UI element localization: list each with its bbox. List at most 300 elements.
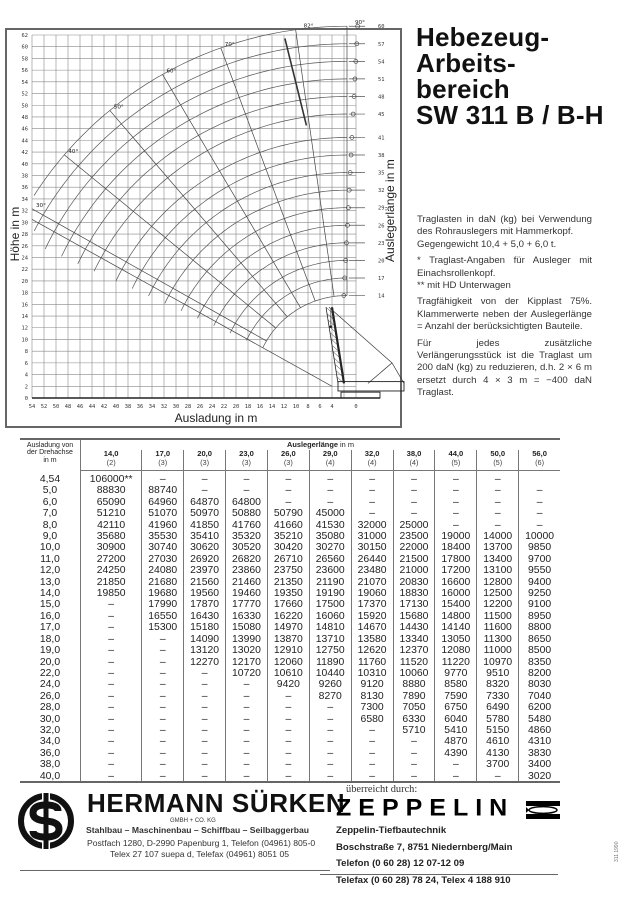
load-cell: 16060	[309, 611, 351, 622]
load-cell: –	[81, 725, 142, 736]
y-tick-label: 4	[24, 372, 28, 379]
load-cell: –	[226, 702, 268, 713]
boom-length-label: 60	[378, 24, 385, 31]
load-cell: 11520	[393, 657, 435, 668]
load-cell: –	[519, 497, 560, 508]
x-tick-label: 18	[244, 404, 252, 410]
y-tick-label: 38	[21, 173, 28, 180]
x-tick-label: 36	[136, 404, 144, 410]
load-cell: 13700	[477, 542, 519, 553]
load-cell: 21070	[351, 577, 393, 588]
load-cell: –	[81, 691, 142, 702]
radius-cell: 4,54	[39, 473, 61, 485]
boom-length-value: 14,0	[103, 449, 119, 458]
x-tick-label: 40	[112, 404, 120, 410]
x-tick-label: 38	[124, 404, 132, 410]
table-row	[20, 542, 560, 553]
load-cell: 8030	[519, 679, 560, 690]
load-cell: 14090	[184, 634, 226, 645]
table-row	[20, 645, 560, 656]
load-cell: –	[477, 508, 519, 519]
boom-length-label: 57	[378, 41, 385, 48]
load-cell: –	[81, 657, 142, 668]
load-cell: 4870	[435, 736, 477, 747]
load-cell: 12910	[267, 645, 309, 656]
boom-length-header	[309, 450, 351, 471]
boom-length-label: 26	[378, 223, 385, 230]
dealer-name: Zeppelin-Tiefbautechnik	[336, 825, 447, 836]
radius-column-header	[20, 440, 81, 471]
load-cell: –	[226, 725, 268, 736]
load-cell: 27030	[142, 554, 184, 565]
title-line-2: Arbeits-	[416, 48, 516, 78]
load-cell: 3830	[519, 748, 560, 759]
boom-part-count: (3)	[200, 458, 210, 467]
load-cell: 17660	[267, 599, 309, 610]
load-cell: –	[184, 736, 226, 747]
load-cell: –	[519, 508, 560, 519]
load-cell: 19190	[309, 588, 351, 599]
load-cell: –	[477, 520, 519, 531]
boom-part-count: (6)	[535, 458, 545, 467]
x-tick-label: 0	[354, 404, 358, 410]
table-row	[20, 759, 560, 770]
manufacturer-address: Postfach 1280, D-2990 Papenburg 1, Telefon (04961) 805-0	[87, 838, 316, 848]
load-cell: –	[81, 714, 142, 725]
load-cell: 4390	[435, 748, 477, 759]
load-cell: –	[184, 471, 226, 486]
load-cell: 5780	[477, 714, 519, 725]
load-cell: 7590	[435, 691, 477, 702]
table-row	[20, 565, 560, 576]
load-cell: 41760	[226, 520, 268, 531]
load-cell: –	[393, 771, 435, 782]
crane-hook	[330, 325, 333, 328]
load-cell: 15680	[393, 611, 435, 622]
boom-part-count: (2)	[106, 458, 116, 467]
load-cell: –	[309, 497, 351, 508]
radius-header-line: der Drehachse	[27, 449, 73, 457]
load-cell: 9260	[309, 679, 351, 690]
table-row	[20, 702, 560, 713]
load-cell: 10310	[351, 668, 393, 679]
boom-length-header	[435, 450, 477, 471]
load-cell: 10440	[309, 668, 351, 679]
load-cell: 30270	[309, 542, 351, 553]
load-cell: 7890	[393, 691, 435, 702]
boom-length-value: 56,0	[532, 449, 547, 458]
load-cell: 5410	[435, 725, 477, 736]
load-cell: 11220	[435, 657, 477, 668]
radius-cell: 26,0	[39, 690, 61, 702]
load-cell: 6580	[351, 714, 393, 725]
load-cell: 13990	[226, 634, 268, 645]
load-cell: –	[81, 679, 142, 690]
table-row	[20, 748, 560, 759]
load-cell: 14970	[267, 622, 309, 633]
x-tick-label: 4	[330, 404, 334, 410]
load-cell: –	[393, 736, 435, 747]
load-cell: 6330	[393, 714, 435, 725]
document-code: 311 1990	[614, 841, 620, 862]
load-cell: –	[309, 748, 351, 759]
dealer-fax: Telefax (0 60 28) 78 24, Telex 4 188 910	[336, 874, 511, 886]
load-cell: 41660	[267, 520, 309, 531]
load-cell: 32000	[351, 520, 393, 531]
load-cell: 17370	[351, 599, 393, 610]
document-title	[416, 24, 604, 128]
x-tick-label: 34	[148, 404, 156, 410]
boom-length-header	[184, 450, 226, 471]
note-single-sheave	[417, 255, 592, 292]
boom-length-label: 54	[378, 59, 385, 66]
load-cell: 50880	[226, 508, 268, 519]
load-cell: –	[267, 485, 309, 496]
dealer-phone: Telefon (0 60 28) 12 07-12 09	[336, 858, 465, 870]
load-cell: 21190	[309, 577, 351, 588]
load-cell: 16000	[435, 588, 477, 599]
load-cell: 14670	[351, 622, 393, 633]
load-cell: 8320	[477, 679, 519, 690]
load-cell: 19680	[142, 588, 184, 599]
load-cell: 4860	[519, 725, 560, 736]
load-cell: –	[309, 702, 351, 713]
load-cell: 30150	[351, 542, 393, 553]
boom-part-count: (4)	[409, 458, 419, 467]
load-cell: 4130	[477, 748, 519, 759]
radius-cell: 36,0	[39, 747, 61, 759]
boom-part-count: (3)	[158, 458, 168, 467]
load-cell: –	[435, 520, 477, 531]
table-row	[20, 657, 560, 668]
load-cell: –	[81, 736, 142, 747]
radius-cell: 30,0	[39, 713, 61, 725]
load-cell: 10000	[519, 531, 560, 542]
load-cell: –	[351, 771, 393, 782]
load-cell: 22000	[393, 542, 435, 553]
boom-part-count: (4)	[367, 458, 377, 467]
load-cell: –	[267, 691, 309, 702]
load-cell: –	[81, 645, 142, 656]
boom-length-label: 14	[378, 293, 385, 300]
load-cell: –	[435, 759, 477, 770]
boom-length-arc	[34, 23, 347, 195]
y-tick-label: 32	[21, 208, 28, 215]
load-cell: –	[226, 736, 268, 747]
note-extension-reduction: Für jedes zusätzliche Verlängerungsstück ist die Traglast um 200 daN (kg) zu reduzieren, d.h. 2 × 6 m ersetzt durch 4 × 3 m = −400 daN Traglast.	[417, 337, 592, 399]
boom-length-value: 50,0	[490, 449, 506, 458]
boom-length-label: 29	[378, 205, 385, 212]
radius-cell: 9,0	[42, 531, 58, 543]
boom-angle-ray	[221, 48, 315, 301]
x-tick-label: 6	[318, 404, 322, 410]
boom-length-value: 32,0	[364, 449, 380, 458]
x-tick-label: 16	[256, 404, 264, 410]
load-cell: –	[435, 485, 477, 496]
load-cell: 12500	[477, 588, 519, 599]
load-cell: –	[267, 471, 309, 486]
load-cell: 23480	[351, 565, 393, 576]
radius-cell: 7,0	[42, 508, 58, 520]
load-cell: –	[142, 714, 184, 725]
load-cell: –	[142, 771, 184, 782]
load-cell: –	[142, 679, 184, 690]
x-tick-label: 50	[52, 404, 60, 410]
load-cell: 26820	[226, 554, 268, 565]
load-cell: 30900	[81, 542, 142, 553]
load-cell: 14810	[309, 622, 351, 633]
boom-length-value: 44,0	[448, 449, 464, 458]
load-cell: 4310	[519, 736, 560, 747]
boom-part-count: (3)	[241, 458, 251, 467]
radius-cell: 24,0	[39, 679, 61, 691]
load-cell: 9510	[477, 668, 519, 679]
load-cell: 30520	[226, 542, 268, 553]
load-cell: 12200	[477, 599, 519, 610]
load-cell: 21680	[142, 577, 184, 588]
radius-cell: 11,0	[40, 553, 60, 565]
load-cell: 7330	[477, 691, 519, 702]
load-cell: –	[184, 679, 226, 690]
load-cell: –	[351, 508, 393, 519]
y-tick-label: 34	[21, 196, 28, 203]
boom-angle-label: 50°	[113, 104, 124, 111]
boom-length-arc	[165, 190, 347, 303]
load-cell: –	[351, 736, 393, 747]
load-cell	[519, 471, 560, 486]
load-cell: 13400	[477, 554, 519, 565]
load-cell: –	[226, 679, 268, 690]
table-row	[20, 531, 560, 542]
load-cell: 10720	[226, 668, 268, 679]
boom-length-header-row	[20, 450, 560, 471]
load-cell: 51070	[142, 508, 184, 519]
load-cell: 12170	[226, 657, 268, 668]
load-cell: 14000	[477, 531, 519, 542]
load-cell: 25000	[393, 520, 435, 531]
load-cell: –	[351, 497, 393, 508]
y-tick-label: 6	[24, 360, 28, 367]
y-tick-label: 30	[21, 220, 28, 227]
load-cell: 23970	[184, 565, 226, 576]
load-cell: 9770	[435, 668, 477, 679]
boom-length-label: 17	[378, 275, 385, 282]
note-text: Traglasten in daN (kg) bei Verwendung des Rohrauslegers mit Hammerkopf.	[417, 214, 592, 238]
load-cell: 13050	[435, 634, 477, 645]
footer-rule	[20, 870, 330, 871]
manufacturer-telex: Telex 27 107 suepa d, Telefax (04961) 8051 05	[110, 849, 290, 859]
load-cell: 15180	[184, 622, 226, 633]
boom-length-header	[519, 450, 560, 471]
load-cell: 65090	[81, 497, 142, 508]
working-range-chart	[5, 20, 402, 428]
load-cell: –	[267, 702, 309, 713]
load-cell: –	[226, 714, 268, 725]
notes	[417, 214, 592, 404]
y-tick-label: 36	[21, 185, 28, 192]
boom-angle-label: 40°	[68, 148, 79, 155]
load-cell: 27200	[81, 554, 142, 565]
y-tick-label: 8	[24, 349, 28, 356]
y-tick-label: 2	[24, 384, 28, 391]
load-cell: 13100	[477, 565, 519, 576]
load-cell: 9850	[519, 542, 560, 553]
load-cell: –	[267, 714, 309, 725]
load-cell: –	[184, 485, 226, 496]
load-cell: –	[184, 702, 226, 713]
load-cell: –	[184, 725, 226, 736]
load-cell: 30740	[142, 542, 184, 553]
load-cell: 9100	[519, 599, 560, 610]
x-tick-label: 48	[64, 404, 72, 410]
load-cell: 7300	[351, 702, 393, 713]
load-cell: –	[81, 668, 142, 679]
load-cell: 8800	[519, 622, 560, 633]
y-tick-label: 0	[24, 396, 28, 402]
radius-cell: 34,0	[39, 736, 61, 748]
load-cell: 10060	[393, 668, 435, 679]
load-cell: 15080	[226, 622, 268, 633]
load-cell: 23500	[393, 531, 435, 542]
load-cell: 18400	[435, 542, 477, 553]
load-cell: –	[435, 497, 477, 508]
load-cell: 9120	[351, 679, 393, 690]
table-row	[20, 520, 560, 531]
load-cell: 8500	[519, 645, 560, 656]
x-tick-label: 32	[160, 404, 168, 410]
title-line-1: Hebezeug-	[416, 22, 550, 52]
load-cell: 106000**	[81, 471, 142, 486]
load-cell: 19000	[435, 531, 477, 542]
load-cell: –	[267, 759, 309, 770]
y-tick-label: 62	[21, 33, 28, 39]
radius-cell: 15,0	[39, 599, 61, 611]
load-cell: –	[142, 691, 184, 702]
load-cell: 35680	[81, 531, 142, 542]
y-tick-label: 10	[21, 337, 28, 344]
group-header-unit: in m	[340, 440, 354, 449]
load-cell: –	[81, 611, 142, 622]
load-cell: –	[226, 691, 268, 702]
load-cell: 5710	[393, 725, 435, 736]
load-cell: –	[393, 748, 435, 759]
x-tick-label: 42	[100, 404, 108, 410]
boom-length-value: 17,0	[155, 449, 171, 458]
load-cell: 13340	[393, 634, 435, 645]
boom-length-label: 20	[378, 258, 385, 265]
radius-cell: 28,0	[39, 702, 61, 714]
load-cell: 23600	[309, 565, 351, 576]
load-cell: 19460	[226, 588, 268, 599]
y-tick-label: 50	[21, 103, 28, 110]
boom-length-label: 41	[378, 135, 385, 142]
load-cell: –	[142, 736, 184, 747]
load-cell: –	[309, 759, 351, 770]
load-cell: –	[81, 599, 142, 610]
load-cell: 17800	[435, 554, 477, 565]
boom-part-count: (4)	[325, 458, 335, 467]
load-cell: 15400	[435, 599, 477, 610]
table-row	[20, 554, 560, 565]
y-tick-label: 60	[21, 44, 28, 51]
y-tick-label: 40	[21, 161, 28, 168]
y-tick-label: 56	[21, 68, 28, 75]
load-cell: 41850	[184, 520, 226, 531]
load-cell: 8200	[519, 668, 560, 679]
radius-cell: 12,0	[39, 565, 61, 577]
load-table	[20, 440, 560, 782]
x-tick-label: 24	[208, 404, 216, 410]
load-cell: –	[142, 748, 184, 759]
load-cell: 11500	[477, 611, 519, 622]
sk-emblem-icon	[16, 791, 76, 851]
note-hd-undercarriage: ** mit HD Unterwagen	[417, 280, 511, 292]
load-cell: –	[477, 471, 519, 486]
load-cell: 50970	[184, 508, 226, 519]
radius-cell: 10,0	[39, 542, 61, 554]
load-cell: 23750	[267, 565, 309, 576]
boom-length-arc	[45, 61, 347, 249]
table-row	[20, 588, 560, 599]
load-cell: 16330	[226, 611, 268, 622]
load-cell: 14800	[435, 611, 477, 622]
boom-part-count: (5)	[493, 458, 503, 467]
boom-angle-label: 30°	[36, 202, 46, 209]
boom-length-header	[351, 450, 393, 471]
radius-header-line: in m	[43, 456, 57, 464]
load-cell: –	[435, 508, 477, 519]
note-text: * Traglast-Angaben für Ausleger mit Einachsrollenkopf.	[417, 255, 592, 279]
load-cell: 10610	[267, 668, 309, 679]
load-cell: –	[226, 759, 268, 770]
x-tick-label: 54	[28, 404, 36, 410]
load-cell: 35410	[184, 531, 226, 542]
load-cell: 8580	[435, 679, 477, 690]
load-cell: 45000	[309, 508, 351, 519]
load-cell: 6040	[435, 714, 477, 725]
load-cell: 21460	[226, 577, 268, 588]
radius-cell: 14,0	[39, 588, 61, 600]
load-cell: 42110	[81, 520, 142, 531]
load-cell: 7050	[393, 702, 435, 713]
load-cell: 9700	[519, 554, 560, 565]
load-cell: 11760	[351, 657, 393, 668]
load-cell: 64960	[142, 497, 184, 508]
load-cell: –	[142, 657, 184, 668]
boom-length-arc	[78, 97, 347, 264]
radius-cell: 6,0	[42, 496, 58, 508]
load-cell: –	[351, 471, 393, 486]
x-tick-label: 46	[76, 404, 84, 410]
boom-length-label: 32	[378, 188, 385, 195]
load-cell: 31000	[351, 531, 393, 542]
load-cell: –	[184, 759, 226, 770]
crane-mast-back	[392, 363, 404, 383]
load-cell: 8270	[309, 691, 351, 702]
load-cell: 8880	[393, 679, 435, 690]
load-cell: –	[226, 748, 268, 759]
boom-length-value: 29,0	[322, 449, 338, 458]
load-cell: –	[477, 771, 519, 782]
load-cell: 17990	[142, 599, 184, 610]
load-cell: 35530	[142, 531, 184, 542]
y-tick-label: 46	[21, 126, 28, 133]
dealer-street: Boschstraße 7, 8751 Niedernberg/Main	[336, 841, 513, 853]
load-cell: –	[309, 736, 351, 747]
load-cell: 12270	[184, 657, 226, 668]
load-cell: 19350	[267, 588, 309, 599]
manufacturer-trades: Stahlbau – Maschinenbau – Schiffbau – Seilbaggerbau	[86, 825, 310, 835]
